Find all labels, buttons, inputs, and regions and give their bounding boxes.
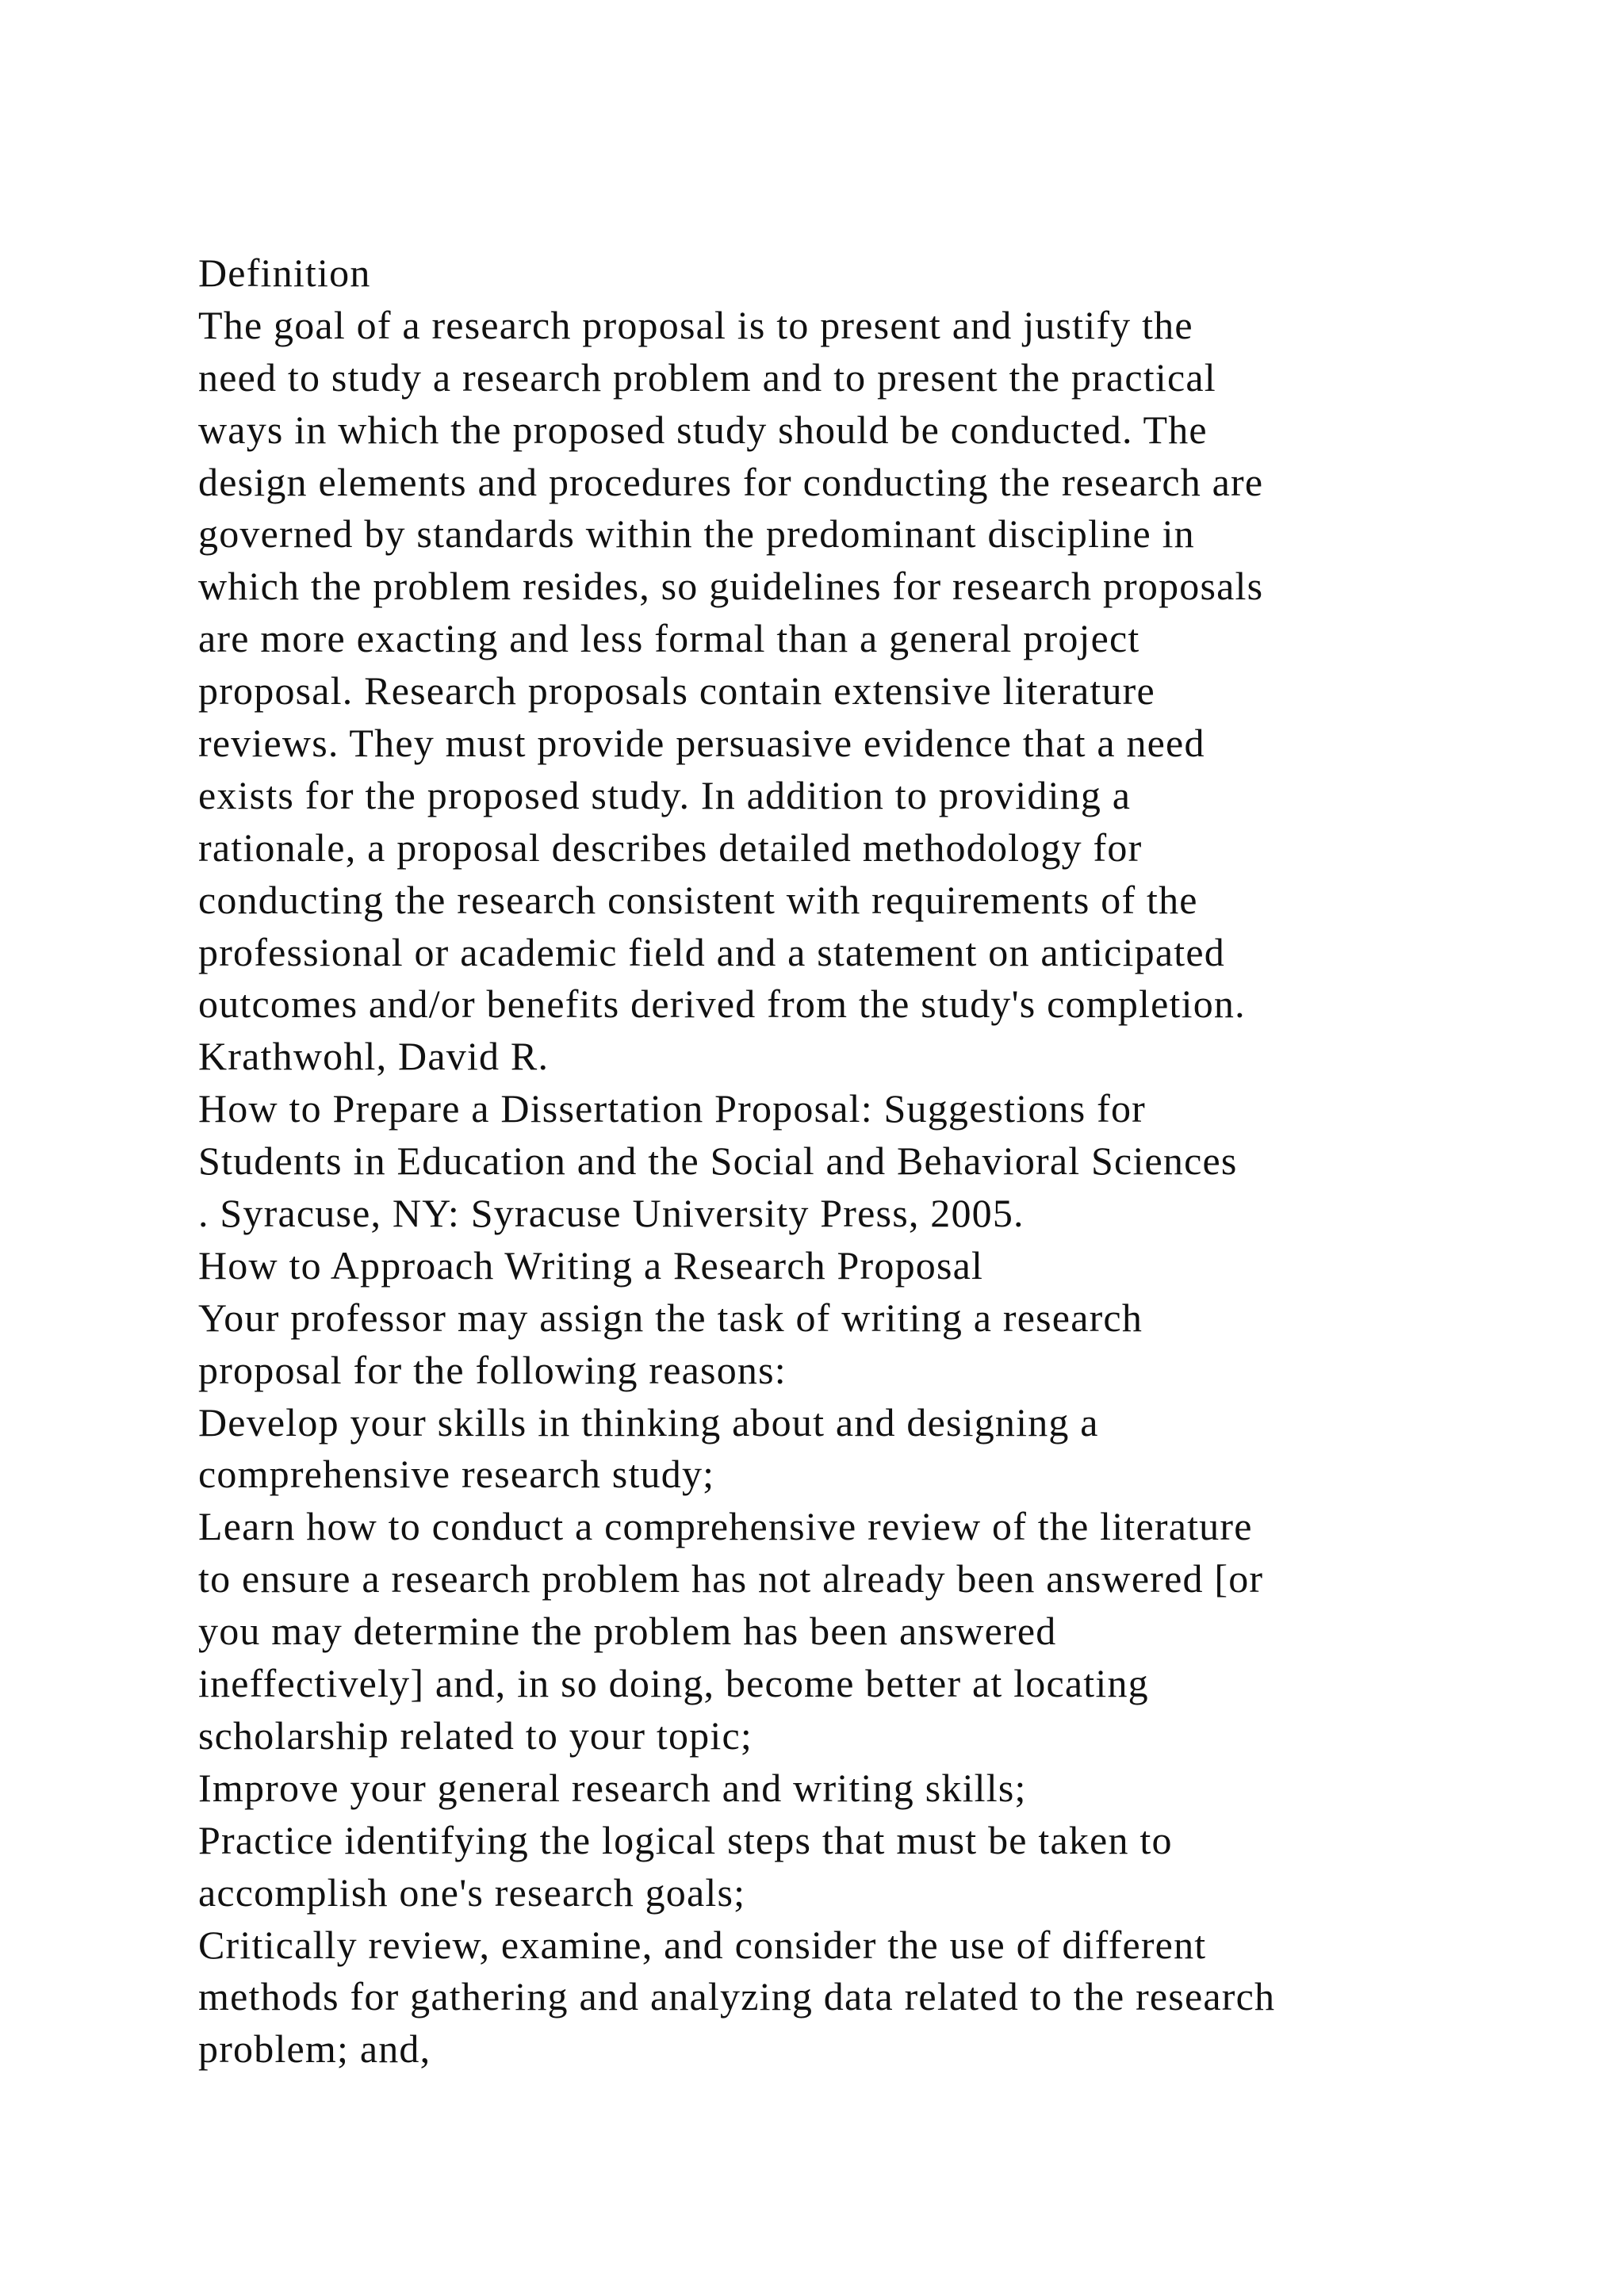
citation-title-line: How to Prepare a Dissertation Proposal: Suggestions for [198,1086,1147,1131]
list-item-line: Practice identifying the logical steps that must be taken to [198,1817,1173,1862]
list-item-line: problem; and, [198,2026,431,2072]
text-line: are more exacting and less formal than a general project [198,616,1140,661]
list-item-line: scholarship related to your topic; [198,1712,753,1758]
text-line: Your professor may assign the task of writing a research [198,1295,1143,1340]
list-item-line: ineffectively] and, in so doing, become better at locating [198,1661,1149,1706]
heading-definition: Definition [198,251,371,295]
text-line: which the problem resides, so guidelines for research proposals [198,564,1264,609]
citation-title-line: Students in Education and the Social and Behavioral Sciences [198,1138,1238,1184]
list-item-line: accomplish one's research goals; [198,1869,746,1915]
citation-publisher: . Syracuse, NY: Syracuse University Press, 2005. [198,1191,1025,1236]
text-line: conducting the research consistent with requirements of the [198,877,1198,922]
text-line: proposal. Research proposals contain extensive literature [198,668,1155,714]
list-item-line: Critically review, examine, and consider the use of different [198,1922,1207,1967]
list-item-line: you may determine the problem has been answered [198,1609,1057,1654]
text-line: rationale, a proposal describes detailed methodology for [198,825,1143,870]
list-item-line: Learn how to conduct a comprehensive review of the literature [198,1504,1253,1549]
citation-author: Krathwohl, David R. [198,1034,550,1079]
list-item-line: Develop your skills in thinking about and designing a [198,1399,1099,1445]
text-line: professional or academic field and a statement on anticipated [198,929,1225,974]
list-item-line: Improve your general research and writing skills; [198,1765,1027,1810]
list-item-line: comprehensive research study; [198,1452,715,1497]
text-line: governed by standards within the predominant discipline in [198,511,1195,557]
text-line: design elements and procedures for conducting the research are [198,459,1264,504]
text-line: exists for the proposed study. In addition to providing a [198,772,1132,817]
list-item-line: methods for gathering and analyzing data related to the research [198,1974,1276,2019]
text-line: The goal of a research proposal is to present and justify the [198,302,1193,347]
text-line: ways in which the proposed study should be conducted. The [198,407,1208,452]
text-line: reviews. They must provide persuasive evidence that a need [198,721,1205,766]
text-line: need to study a research problem and to present the practical [198,354,1216,400]
text-line: outcomes and/or benefits derived from the study's completion. [198,982,1246,1027]
document-body-text [198,247,1507,2076]
heading-how-to-approach: How to Approach Writing a Research Proposal [198,1242,984,1288]
text-line: proposal for the following reasons: [198,1347,787,1392]
list-item-line: to ensure a research problem has not already been answered [or [198,1556,1264,1601]
